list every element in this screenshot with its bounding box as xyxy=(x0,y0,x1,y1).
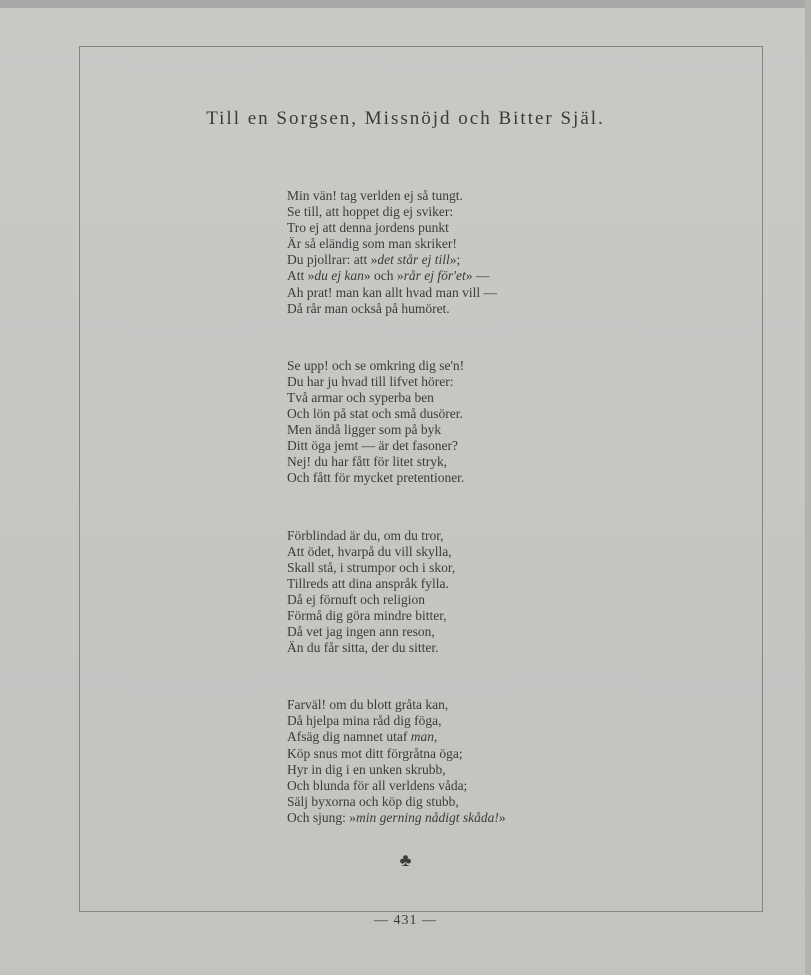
line-text: Tro ej att denna jordens punkt xyxy=(287,220,449,236)
line-text: Då ej förnuft och religion xyxy=(287,591,425,607)
line-text: Är så eländig som man skriker! xyxy=(287,236,457,252)
poem-line xyxy=(287,729,587,745)
line-text: Förmå dig göra mindre bitter, xyxy=(287,607,447,623)
poem-line xyxy=(287,188,587,204)
line-text: Hyr in dig i en unken skrubb, xyxy=(287,761,446,777)
poem-line xyxy=(287,592,587,608)
line-text: Då rår man också på humöret. xyxy=(287,300,450,316)
line-text: Att » xyxy=(287,268,315,284)
poem-line xyxy=(287,374,587,390)
poem-line xyxy=(287,406,587,422)
poem-line xyxy=(287,422,587,438)
line-text: Se upp! och se omkring dig se'n! xyxy=(287,357,465,373)
line-text: Farväl! om du blott gråta kan, xyxy=(287,697,449,713)
line-text: Se till, att hoppet dig ej sviker: xyxy=(287,204,454,220)
poem-line xyxy=(287,528,587,544)
poem-line xyxy=(287,778,587,794)
stanza-2 xyxy=(287,358,587,487)
line-text: Och lön på stat och små dusörer. xyxy=(287,406,463,422)
line-text: » och » xyxy=(363,268,404,284)
emphasized-text: man, xyxy=(410,729,438,745)
poem-line xyxy=(287,608,587,624)
line-text: Du har ju hvad till lifvet hörer: xyxy=(287,373,454,389)
poem-line xyxy=(287,576,587,592)
line-text: Men ändå ligger som på byk xyxy=(287,422,442,438)
line-text: Att ödet, hvarpå du vill skylla, xyxy=(287,543,452,559)
line-text: Nej! du har fått för litet stryk, xyxy=(287,454,448,470)
poem-title: Till en Sorgsen, Missnöjd och Bitter Själ. xyxy=(206,108,605,129)
club-ornament-icon: ♣ xyxy=(399,850,412,870)
poem-line xyxy=(287,624,587,640)
line-text: Och fått för mycket pretentioner. xyxy=(287,470,465,486)
line-text: Du pjollrar: att » xyxy=(287,252,378,268)
line-text: Ditt öga jemt — är det fasoner? xyxy=(287,438,458,454)
line-text: Tillreds att dina anspråk fylla. xyxy=(287,575,449,591)
emphasized-text: min gerning nådigt skåda! xyxy=(356,809,499,825)
line-text: » — xyxy=(465,268,490,284)
poem-line xyxy=(287,358,587,374)
poem-line xyxy=(287,560,587,576)
poem-line xyxy=(287,454,587,470)
poem-line xyxy=(287,268,587,284)
line-text: Än du får sitta, der du sitter. xyxy=(287,640,439,656)
poem-line xyxy=(287,640,587,656)
stanza-4 xyxy=(287,697,587,826)
line-text: Två armar och syperba ben xyxy=(287,389,434,405)
line-text: »; xyxy=(449,252,461,268)
line-text: Sälj byxorna och köp dig stubb, xyxy=(287,793,459,809)
poem-line xyxy=(287,220,587,236)
poem-line xyxy=(287,746,587,762)
emphasized-text: du ej kan xyxy=(314,268,364,284)
line-text: Ah prat! man kan allt hvad man vill — xyxy=(287,284,497,300)
poem-line xyxy=(287,438,587,454)
line-text: Köp snus mot ditt förgråtna öga; xyxy=(287,745,463,761)
poem-line xyxy=(287,544,587,560)
poem-line xyxy=(287,204,587,220)
poem-line xyxy=(287,794,587,810)
poem-line xyxy=(287,301,587,317)
poem-line xyxy=(287,697,587,713)
stanza-3 xyxy=(287,528,587,657)
line-text: » xyxy=(498,809,506,825)
line-text: Då vet jag ingen ann reson, xyxy=(287,624,435,640)
stanza-1 xyxy=(287,188,587,317)
poem-line xyxy=(287,470,587,486)
emphasized-text: rår ej för'et xyxy=(403,268,466,284)
line-text: Och sjung: » xyxy=(287,809,356,825)
poem-line xyxy=(287,236,587,252)
poem-line xyxy=(287,390,587,406)
poem-line xyxy=(287,810,587,826)
poem-line xyxy=(287,285,587,301)
poem-line xyxy=(287,713,587,729)
page-number: — 431 — xyxy=(374,913,437,928)
line-text: Min vän! tag verlden ej så tungt. xyxy=(287,188,463,203)
poem-body xyxy=(287,188,587,867)
poem-line xyxy=(287,762,587,778)
poem-line xyxy=(287,252,587,268)
line-text: Och blunda för all verldens våda; xyxy=(287,777,468,793)
emphasized-text: det står ej till xyxy=(377,252,450,268)
line-text: Afsäg dig namnet utaf xyxy=(287,729,411,745)
line-text: Skall stå, i strumpor och i skor, xyxy=(287,559,456,575)
line-text: Förblindad är du, om du tror, xyxy=(287,527,444,543)
line-text: Då hjelpa mina råd dig föga, xyxy=(287,713,442,729)
